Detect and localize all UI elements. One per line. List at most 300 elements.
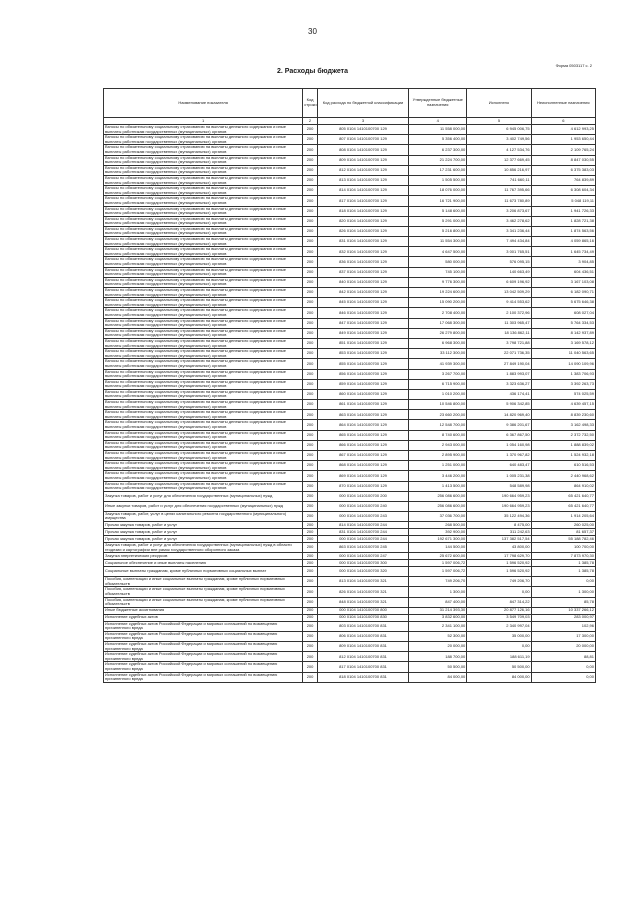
row-executed: 6 367 867,50	[467, 430, 531, 440]
row-remaining: 2 440 968,62	[531, 471, 595, 481]
table-row	[104, 560, 596, 567]
row-approved: 3 267 700,00	[409, 369, 467, 379]
row-line-code: 200	[303, 587, 318, 597]
row-executed: 188 611,19	[467, 652, 531, 662]
row-remaining: 1 645 734,49	[531, 247, 595, 257]
row-approved: 3 832 600,00	[409, 614, 467, 621]
row-name: Взносы по обязательному социальному страхованию на выплаты денежного содержания и иные выплаты работникам государственных (муниципальных) органов	[104, 308, 303, 318]
row-remaining: 7 873 970,30	[531, 553, 595, 560]
table-row	[104, 451, 596, 461]
row-approved: 17 068 300,00	[409, 318, 467, 328]
table-row	[104, 597, 596, 607]
row-name: Взносы по обязательному социальному страхованию на выплаты денежного содержания и иные выплаты работникам государственных (муниципальных) органов	[104, 226, 303, 236]
row-line-code: 200	[303, 491, 318, 501]
table-row	[104, 535, 596, 542]
row-remaining: 100 700,00	[531, 542, 595, 552]
row-name: Закупка товаров, работ, услуг в целях капитального ремонта государственного (муниципального) имущества	[104, 511, 303, 521]
row-approved: 5 291 000,00	[409, 216, 467, 226]
row-approved: 11 554 300,00	[409, 237, 467, 247]
row-expense-code: 812 0104 1410100700 831	[317, 652, 408, 662]
row-remaining: 85,78	[531, 597, 595, 607]
row-line-code: 200	[303, 165, 318, 175]
row-name: Взносы по обязательному социальному страхованию на выплаты денежного содержания и иные выплаты работникам государственных (муниципальных) органов	[104, 267, 303, 277]
table-row	[104, 400, 596, 410]
row-expense-code: 831 0104 1410100700 129	[317, 237, 408, 247]
row-expense-code: 851 0104 1410100700 129	[317, 338, 408, 348]
row-line-code: 200	[303, 318, 318, 328]
row-line-code: 200	[303, 216, 318, 226]
row-approved: 9 776 300,00	[409, 277, 467, 287]
row-executed: 311 242,63	[467, 528, 531, 535]
row-line-code: 200	[303, 553, 318, 560]
row-executed: 11 673 780,89	[467, 196, 531, 206]
row-expense-code: 832 0104 1410100700 129	[317, 247, 408, 257]
column-number: 4	[409, 118, 467, 125]
row-expense-code: 859 0104 1410100700 129	[317, 379, 408, 389]
row-line-code: 200	[303, 328, 318, 338]
row-remaining: 604 436,51	[531, 267, 595, 277]
row-remaining: 864 910,02	[531, 481, 595, 491]
table-row	[104, 461, 596, 471]
row-name: Взносы по обязательному социальному страхованию на выплаты денежного содержания и иные выплаты работникам государственных (муниципальных) органов	[104, 410, 303, 420]
row-executed: 3 549 709,03	[467, 614, 531, 621]
row-remaining: 3 162 498,33	[531, 420, 595, 430]
row-executed: 11 767 395,66	[467, 186, 531, 196]
table-row	[104, 410, 596, 420]
row-remaining: 5 048 119,11	[531, 196, 595, 206]
row-remaining: 8 142 937,89	[531, 328, 595, 338]
row-executed: 1 054 160,98	[467, 440, 531, 450]
row-expense-code: 845 0104 1410100700 129	[317, 298, 408, 308]
row-approved: 1 597 006,72	[409, 567, 467, 577]
row-line-code: 200	[303, 186, 318, 196]
row-approved: 2 708 400,00	[409, 308, 467, 318]
row-approved: 33 112 300,00	[409, 349, 467, 359]
row-line-code: 200	[303, 471, 318, 481]
row-expense-code: 000 0104 1410100700 247	[317, 553, 408, 560]
row-line-code: 200	[303, 481, 318, 491]
row-line-code: 200	[303, 567, 318, 577]
table-row	[104, 328, 596, 338]
row-remaining: 0,00	[531, 662, 595, 672]
row-expense-code: 826 0104 1410100700 321	[317, 587, 408, 597]
row-expense-code: 808 0104 1410100700 129	[317, 145, 408, 155]
row-executed: 140 663,49	[467, 267, 531, 277]
row-name: Взносы по обязательному социальному страхованию на выплаты денежного содержания и иные выплаты работникам государственных (муниципальных) органов	[104, 257, 303, 267]
row-line-code: 200	[303, 288, 318, 298]
row-name: Взносы по обязательному социальному страхованию на выплаты денежного содержания и иные выплаты работникам государственных (муниципальных) органов	[104, 125, 303, 135]
row-approved: 6 968 300,00	[409, 338, 467, 348]
row-name: Взносы по обязательному социальному страхованию на выплаты денежного содержания и иные выплаты работникам государственных (муниципальных) органов	[104, 175, 303, 185]
row-line-code: 200	[303, 145, 318, 155]
row-remaining: 1 385,78	[531, 560, 595, 567]
row-approved: 745 100,00	[409, 267, 467, 277]
row-expense-code: 846 0104 1410100700 129	[317, 308, 408, 318]
row-executed: 3 462 278,62	[467, 216, 531, 226]
row-line-code: 200	[303, 237, 318, 247]
table-row	[104, 267, 596, 277]
section-title: 2. Расходы бюджета	[277, 68, 348, 75]
row-expense-code: 869 0104 1410100700 129	[317, 471, 408, 481]
table-row	[104, 216, 596, 226]
table-row	[104, 288, 596, 298]
row-expense-code: 836 0104 1410100700 129	[317, 257, 408, 267]
row-line-code: 200	[303, 135, 318, 145]
table-row	[104, 165, 596, 175]
row-executed: 3 341 236,44	[467, 226, 531, 236]
row-remaining: 0,00	[531, 672, 595, 682]
row-executed: 18 136 862,11	[467, 328, 531, 338]
table-row	[104, 237, 596, 247]
row-line-code: 200	[303, 155, 318, 165]
row-line-code: 200	[303, 349, 318, 359]
row-expense-code: 855 0104 1410100700 129	[317, 359, 408, 369]
row-name: Прочая закупка товаров, работ и услуг	[104, 521, 303, 528]
row-expense-code: 809 0104 1410100700 831	[317, 642, 408, 652]
row-approved: 256 086 600,00	[409, 501, 467, 511]
row-remaining: 65 421 640,77	[531, 491, 595, 501]
table-row	[104, 567, 596, 577]
row-executed: 3 206 873,67	[467, 206, 531, 216]
row-expense-code: 814 0104 1410100700 244	[317, 521, 408, 528]
row-executed: 9 414 553,62	[467, 298, 531, 308]
row-expense-code: 000 0104 1410100700 244	[317, 535, 408, 542]
row-remaining: 10 337 266,12	[531, 607, 595, 614]
row-executed: 7 494 434,84	[467, 237, 531, 247]
row-expense-code: 864 0104 1410100700 129	[317, 420, 408, 430]
row-expense-code: 806 0104 1410100700 831	[317, 631, 408, 641]
table-row	[104, 257, 596, 267]
row-executed: 3 323 636,27	[467, 379, 531, 389]
row-expense-code: 818 0104 1410100700 831	[317, 672, 408, 682]
table-row	[104, 511, 596, 521]
row-line-code: 200	[303, 226, 318, 236]
row-expense-code: 813 0104 1410100700 129	[317, 175, 408, 185]
table-row	[104, 614, 596, 621]
row-executed: 847 314,22	[467, 597, 531, 607]
row-remaining: 3 169 578,12	[531, 338, 595, 348]
row-line-code: 200	[303, 451, 318, 461]
row-remaining: 1 914 205,64	[531, 511, 595, 521]
row-name: Взносы по обязательному социальному страхованию на выплаты денежного содержания и иные выплаты работникам государственных (муниципальных) органов	[104, 359, 303, 369]
table-row	[104, 501, 596, 511]
column-number-row	[104, 118, 596, 125]
row-remaining: 6 182 090,71	[531, 288, 595, 298]
row-approved: 26 279 800,00	[409, 328, 467, 338]
row-approved: 188 700,00	[409, 652, 467, 662]
row-approved: 11 558 000,00	[409, 125, 467, 135]
row-executed: 22 071 736,35	[467, 349, 531, 359]
row-executed: 6 945 006,75	[467, 125, 531, 135]
row-executed: 13 042 509,29	[467, 288, 531, 298]
row-line-code: 200	[303, 247, 318, 257]
row-expense-code: 000 0104 1410100700 240	[317, 501, 408, 511]
row-name: Взносы по обязательному социальному страхованию на выплаты денежного содержания и иные выплаты работникам государственных (муниципальных) органов	[104, 369, 303, 379]
row-name: Взносы по обязательному социальному страхованию на выплаты денежного содержания и иные выплаты работникам государственных (муниципальных) органов	[104, 135, 303, 145]
row-expense-code: 853 0104 1410100700 129	[317, 349, 408, 359]
row-name: Исполнение судебных актов Российской Федерации и мировых соглашений по возмещению причиненного вреда	[104, 652, 303, 662]
row-name: Взносы по обязательному социальному страхованию на выплаты денежного содержания и иные выплаты работникам государственных (муниципальных) органов	[104, 440, 303, 450]
row-executed: 50 500,00	[467, 662, 531, 672]
row-executed: 10 856 216,97	[467, 165, 531, 175]
table-row	[104, 491, 596, 501]
row-approved: 17 231 600,00	[409, 165, 467, 175]
row-remaining: 5 764 334,53	[531, 318, 595, 328]
row-remaining: 3 392 263,73	[531, 379, 595, 389]
row-name: Взносы по обязательному социальному страхованию на выплаты денежного содержания и иные выплаты работникам государственных (муниципальных) органов	[104, 461, 303, 471]
table-row	[104, 528, 596, 535]
row-remaining: 574 025,59	[531, 389, 595, 399]
row-executed: 20 877 126,16	[467, 607, 531, 614]
row-line-code: 200	[303, 389, 318, 399]
table-header-row	[104, 89, 596, 118]
row-executed: 84 000,00	[467, 672, 531, 682]
row-line-code: 200	[303, 542, 318, 552]
row-executed: 548 589,98	[467, 481, 531, 491]
row-name: Исполнение судебных актов Российской Федерации и мировых соглашений по возмещению причиненного вреда	[104, 642, 303, 652]
row-executed: 8 475,00	[467, 521, 531, 528]
row-remaining: 4 612 993,25	[531, 125, 595, 135]
table-row	[104, 389, 596, 399]
row-expense-code: 818 0104 1410100700 129	[317, 206, 408, 216]
row-approved: 5 148 600,00	[409, 206, 467, 216]
table-row	[104, 247, 596, 257]
table-row	[104, 206, 596, 216]
row-approved: 5 216 800,00	[409, 226, 467, 236]
table-row	[104, 135, 596, 145]
header-approved: Утвержденные бюджетные назначения	[409, 89, 467, 118]
row-expense-code: 826 0104 1410100700 129	[317, 226, 408, 236]
row-name: Закупка товаров, работ и услуг для обеспечения государственных (муниципальных) нужд	[104, 491, 303, 501]
row-executed: 3 402 749,56	[467, 135, 531, 145]
row-name: Закупка товаров, работ и услуг для обеспечения государственных (муниципальных) нужд в области геодезии и картографии вне рамок государственного оборонного заказа	[104, 542, 303, 552]
form-code: Форма 0503117 с. 2	[555, 63, 592, 68]
row-remaining: 102,96	[531, 621, 595, 631]
row-remaining: 610 516,53	[531, 461, 595, 471]
row-line-code: 200	[303, 440, 318, 450]
table-row	[104, 359, 596, 369]
row-expense-code: 842 0104 1410100700 129	[317, 288, 408, 298]
row-name: Исполнение судебных актов Российской Федерации и мировых соглашений по возмещению причиненного вреда	[104, 621, 303, 631]
row-approved: 31 214 393,30	[409, 607, 467, 614]
table-row	[104, 196, 596, 206]
row-approved: 18 076 000,00	[409, 186, 467, 196]
row-approved: 847 400,00	[409, 597, 467, 607]
column-number: 3	[317, 118, 408, 125]
row-remaining: 4 639 457,15	[531, 400, 595, 410]
row-approved: 580 000,00	[409, 257, 467, 267]
row-expense-code: 000 0104 1410100700 830	[317, 614, 408, 621]
row-expense-code: 814 0104 1410100700 129	[317, 186, 408, 196]
row-name: Взносы по обязательному социальному страхованию на выплаты денежного содержания и иные выплаты работникам государственных (муниципальных) органов	[104, 165, 303, 175]
row-line-code: 200	[303, 521, 318, 528]
row-expense-code: 865 0104 1410100700 129	[317, 430, 408, 440]
table-row	[104, 338, 596, 348]
table-body	[104, 125, 596, 683]
row-name: Исполнение судебных актов Российской Федерации и мировых соглашений по возмещению причиненного вреда	[104, 631, 303, 641]
table-row	[104, 369, 596, 379]
row-line-code: 200	[303, 621, 318, 631]
row-approved: 25 672 600,00	[409, 553, 467, 560]
row-remaining: 5 675 646,38	[531, 298, 595, 308]
row-line-code: 200	[303, 577, 318, 587]
row-expense-code: 000 0104 1410100700 300	[317, 560, 408, 567]
row-line-code: 200	[303, 257, 318, 267]
row-approved: 41 939 300,00	[409, 359, 467, 369]
row-name: Взносы по обязательному социальному страхованию на выплаты денежного содержания и иные выплаты работникам государственных (муниципальных) органов	[104, 206, 303, 216]
row-approved: 1 300,00	[409, 587, 467, 597]
table-row	[104, 481, 596, 491]
row-remaining: 8 839 230,60	[531, 410, 595, 420]
row-executed: 9 386 201,67	[467, 420, 531, 430]
budget-table	[103, 88, 596, 683]
row-line-code: 200	[303, 206, 318, 216]
row-executed: 1 370 967,82	[467, 451, 531, 461]
row-line-code: 200	[303, 125, 318, 135]
table-row	[104, 155, 596, 165]
row-expense-code: 812 0104 1410100700 129	[317, 165, 408, 175]
row-name: Взносы по обязательному социальному страхованию на выплаты денежного содержания и иные выплаты работникам государственных (муниципальных) органов	[104, 237, 303, 247]
row-remaining: 1 300,00	[531, 587, 595, 597]
row-executed: 3 798 721,88	[467, 338, 531, 348]
row-name: Исполнение судебных актов Российской Федерации и мировых соглашений по возмещению причиненного вреда	[104, 662, 303, 672]
row-approved: 8 740 600,00	[409, 430, 467, 440]
table-row	[104, 379, 596, 389]
row-line-code: 200	[303, 308, 318, 318]
row-approved: 749 206,70	[409, 577, 467, 587]
table-row	[104, 587, 596, 597]
row-name: Пособия, компенсации и иные социальные выплаты гражданам, кроме публичных нормативных обязательств	[104, 587, 303, 597]
header-indicator-name: Наименование показателя	[104, 89, 303, 118]
table-row	[104, 471, 596, 481]
row-executed: 14 820 969,40	[467, 410, 531, 420]
row-line-code: 200	[303, 410, 318, 420]
row-approved: 392 900,00	[409, 528, 467, 535]
row-remaining: 6 375 383,03	[531, 165, 595, 175]
row-expense-code: 000 0104 1410100700 320	[317, 567, 408, 577]
table-row	[104, 125, 596, 135]
row-executed: 190 664 959,23	[467, 491, 531, 501]
row-approved: 10 546 800,00	[409, 400, 467, 410]
row-approved: 144 500,00	[409, 542, 467, 552]
row-remaining: 4 059 865,16	[531, 237, 595, 247]
page-number: 30	[308, 27, 317, 36]
row-line-code: 200	[303, 631, 318, 641]
row-line-code: 200	[303, 175, 318, 185]
row-approved: 1 251 000,00	[409, 461, 467, 471]
row-line-code: 200	[303, 652, 318, 662]
row-executed: 17 798 629,70	[467, 553, 531, 560]
row-approved: 50 500,00	[409, 662, 467, 672]
row-executed: 3 001 765,51	[467, 247, 531, 257]
row-name: Исполнение судебных актов	[104, 614, 303, 621]
row-executed: 1 596 520,92	[467, 567, 531, 577]
row-executed: 27 849 190,04	[467, 359, 531, 369]
table-row	[104, 145, 596, 155]
row-line-code: 200	[303, 560, 318, 567]
row-expense-code: 817 0104 1410100700 129	[317, 196, 408, 206]
row-executed: 35 000,00	[467, 631, 531, 641]
row-name: Взносы по обязательному социальному страхованию на выплаты денежного содержания и иные выплаты работникам государственных (муниципальных) органов	[104, 318, 303, 328]
row-remaining: 1 385,78	[531, 567, 595, 577]
row-remaining: 55 188 782,46	[531, 535, 595, 542]
row-line-code: 200	[303, 196, 318, 206]
row-expense-code: 809 0104 1410100700 129	[317, 155, 408, 165]
row-expense-code: 861 0104 1410100700 129	[317, 400, 408, 410]
table-row	[104, 672, 596, 682]
row-expense-code: 807 0104 1410100700 129	[317, 135, 408, 145]
row-line-code: 200	[303, 400, 318, 410]
row-expense-code: 813 0104 1410100700 321	[317, 577, 408, 587]
row-remaining: 764 839,89	[531, 175, 595, 185]
row-executed: 190 664 959,23	[467, 501, 531, 511]
row-remaining: 1 953 650,44	[531, 135, 595, 145]
row-remaining: 65 421 640,77	[531, 501, 595, 511]
row-name: Взносы по обязательному социальному страхованию на выплаты денежного содержания и иные выплаты работникам государственных (муниципальных) органов	[104, 328, 303, 338]
row-executed: 0,00	[467, 587, 531, 597]
row-remaining: 1 874 563,56	[531, 226, 595, 236]
row-line-code: 200	[303, 267, 318, 277]
row-name: Взносы по обязательному социальному страхованию на выплаты денежного содержания и иные выплаты работникам государственных (муниципальных) органов	[104, 196, 303, 206]
row-name: Взносы по обязательному социальному страхованию на выплаты денежного содержания и иные выплаты работникам государственных (муниципальных) органов	[104, 400, 303, 410]
row-approved: 23 660 200,00	[409, 410, 467, 420]
row-remaining: 20 000,00	[531, 642, 595, 652]
column-number: 1	[104, 118, 303, 125]
row-remaining: 2 372 732,50	[531, 430, 595, 440]
row-approved: 256 086 600,00	[409, 491, 467, 501]
row-approved: 1 010 200,00	[409, 389, 467, 399]
row-executed: 5 906 342,85	[467, 400, 531, 410]
table-row	[104, 440, 596, 450]
row-name: Взносы по обязательному социальному страхованию на выплаты денежного содержания и иные выплаты работникам государственных (муниципальных) органов	[104, 451, 303, 461]
row-approved: 12 548 700,00	[409, 420, 467, 430]
row-line-code: 200	[303, 597, 318, 607]
row-expense-code: 831 0104 1410100700 244	[317, 528, 408, 535]
row-name: Взносы по обязательному социальному страхованию на выплаты денежного содержания и иные выплаты работникам государственных (муниципальных) органов	[104, 155, 303, 165]
row-name: Иные закупки товаров, работ и услуг для обеспечения государственных (муниципальных) нужд	[104, 501, 303, 511]
row-executed: 436 174,41	[467, 389, 531, 399]
table-row	[104, 186, 596, 196]
table-row	[104, 652, 596, 662]
table-row	[104, 662, 596, 672]
row-name: Прочая закупка товаров, работ и услуг	[104, 535, 303, 542]
row-approved: 268 500,00	[409, 521, 467, 528]
row-approved: 2 943 000,00	[409, 440, 467, 450]
row-remaining: 1 383 706,93	[531, 369, 595, 379]
row-name: Иные бюджетные ассигнования	[104, 607, 303, 614]
row-approved: 2 895 900,00	[409, 451, 467, 461]
row-line-code: 200	[303, 359, 318, 369]
row-expense-code: 856 0104 1410100700 129	[317, 369, 408, 379]
row-expense-code: 870 0104 1410100700 129	[317, 481, 408, 491]
column-number: 6	[531, 118, 595, 125]
row-remaining: 1 941 726,33	[531, 206, 595, 216]
row-remaining: 3 904,85	[531, 257, 595, 267]
row-line-code: 200	[303, 338, 318, 348]
row-executed: 1 883 993,07	[467, 369, 531, 379]
row-executed: 137 382 517,54	[467, 535, 531, 542]
row-expense-code: 863 0104 1410100700 129	[317, 410, 408, 420]
row-name: Прочая закупка товаров, работ и услуг	[104, 528, 303, 535]
row-expense-code: 805 0104 1410100700 129	[317, 125, 408, 135]
row-name: Закупка энергетических ресурсов	[104, 553, 303, 560]
table-row	[104, 631, 596, 641]
table-row	[104, 298, 596, 308]
table-row	[104, 430, 596, 440]
row-approved: 6 715 900,00	[409, 379, 467, 389]
row-name: Взносы по обязательному социальному страхованию на выплаты денежного содержания и иные выплаты работникам государственных (муниципальных) органов	[104, 430, 303, 440]
row-approved: 1 413 500,00	[409, 481, 467, 491]
